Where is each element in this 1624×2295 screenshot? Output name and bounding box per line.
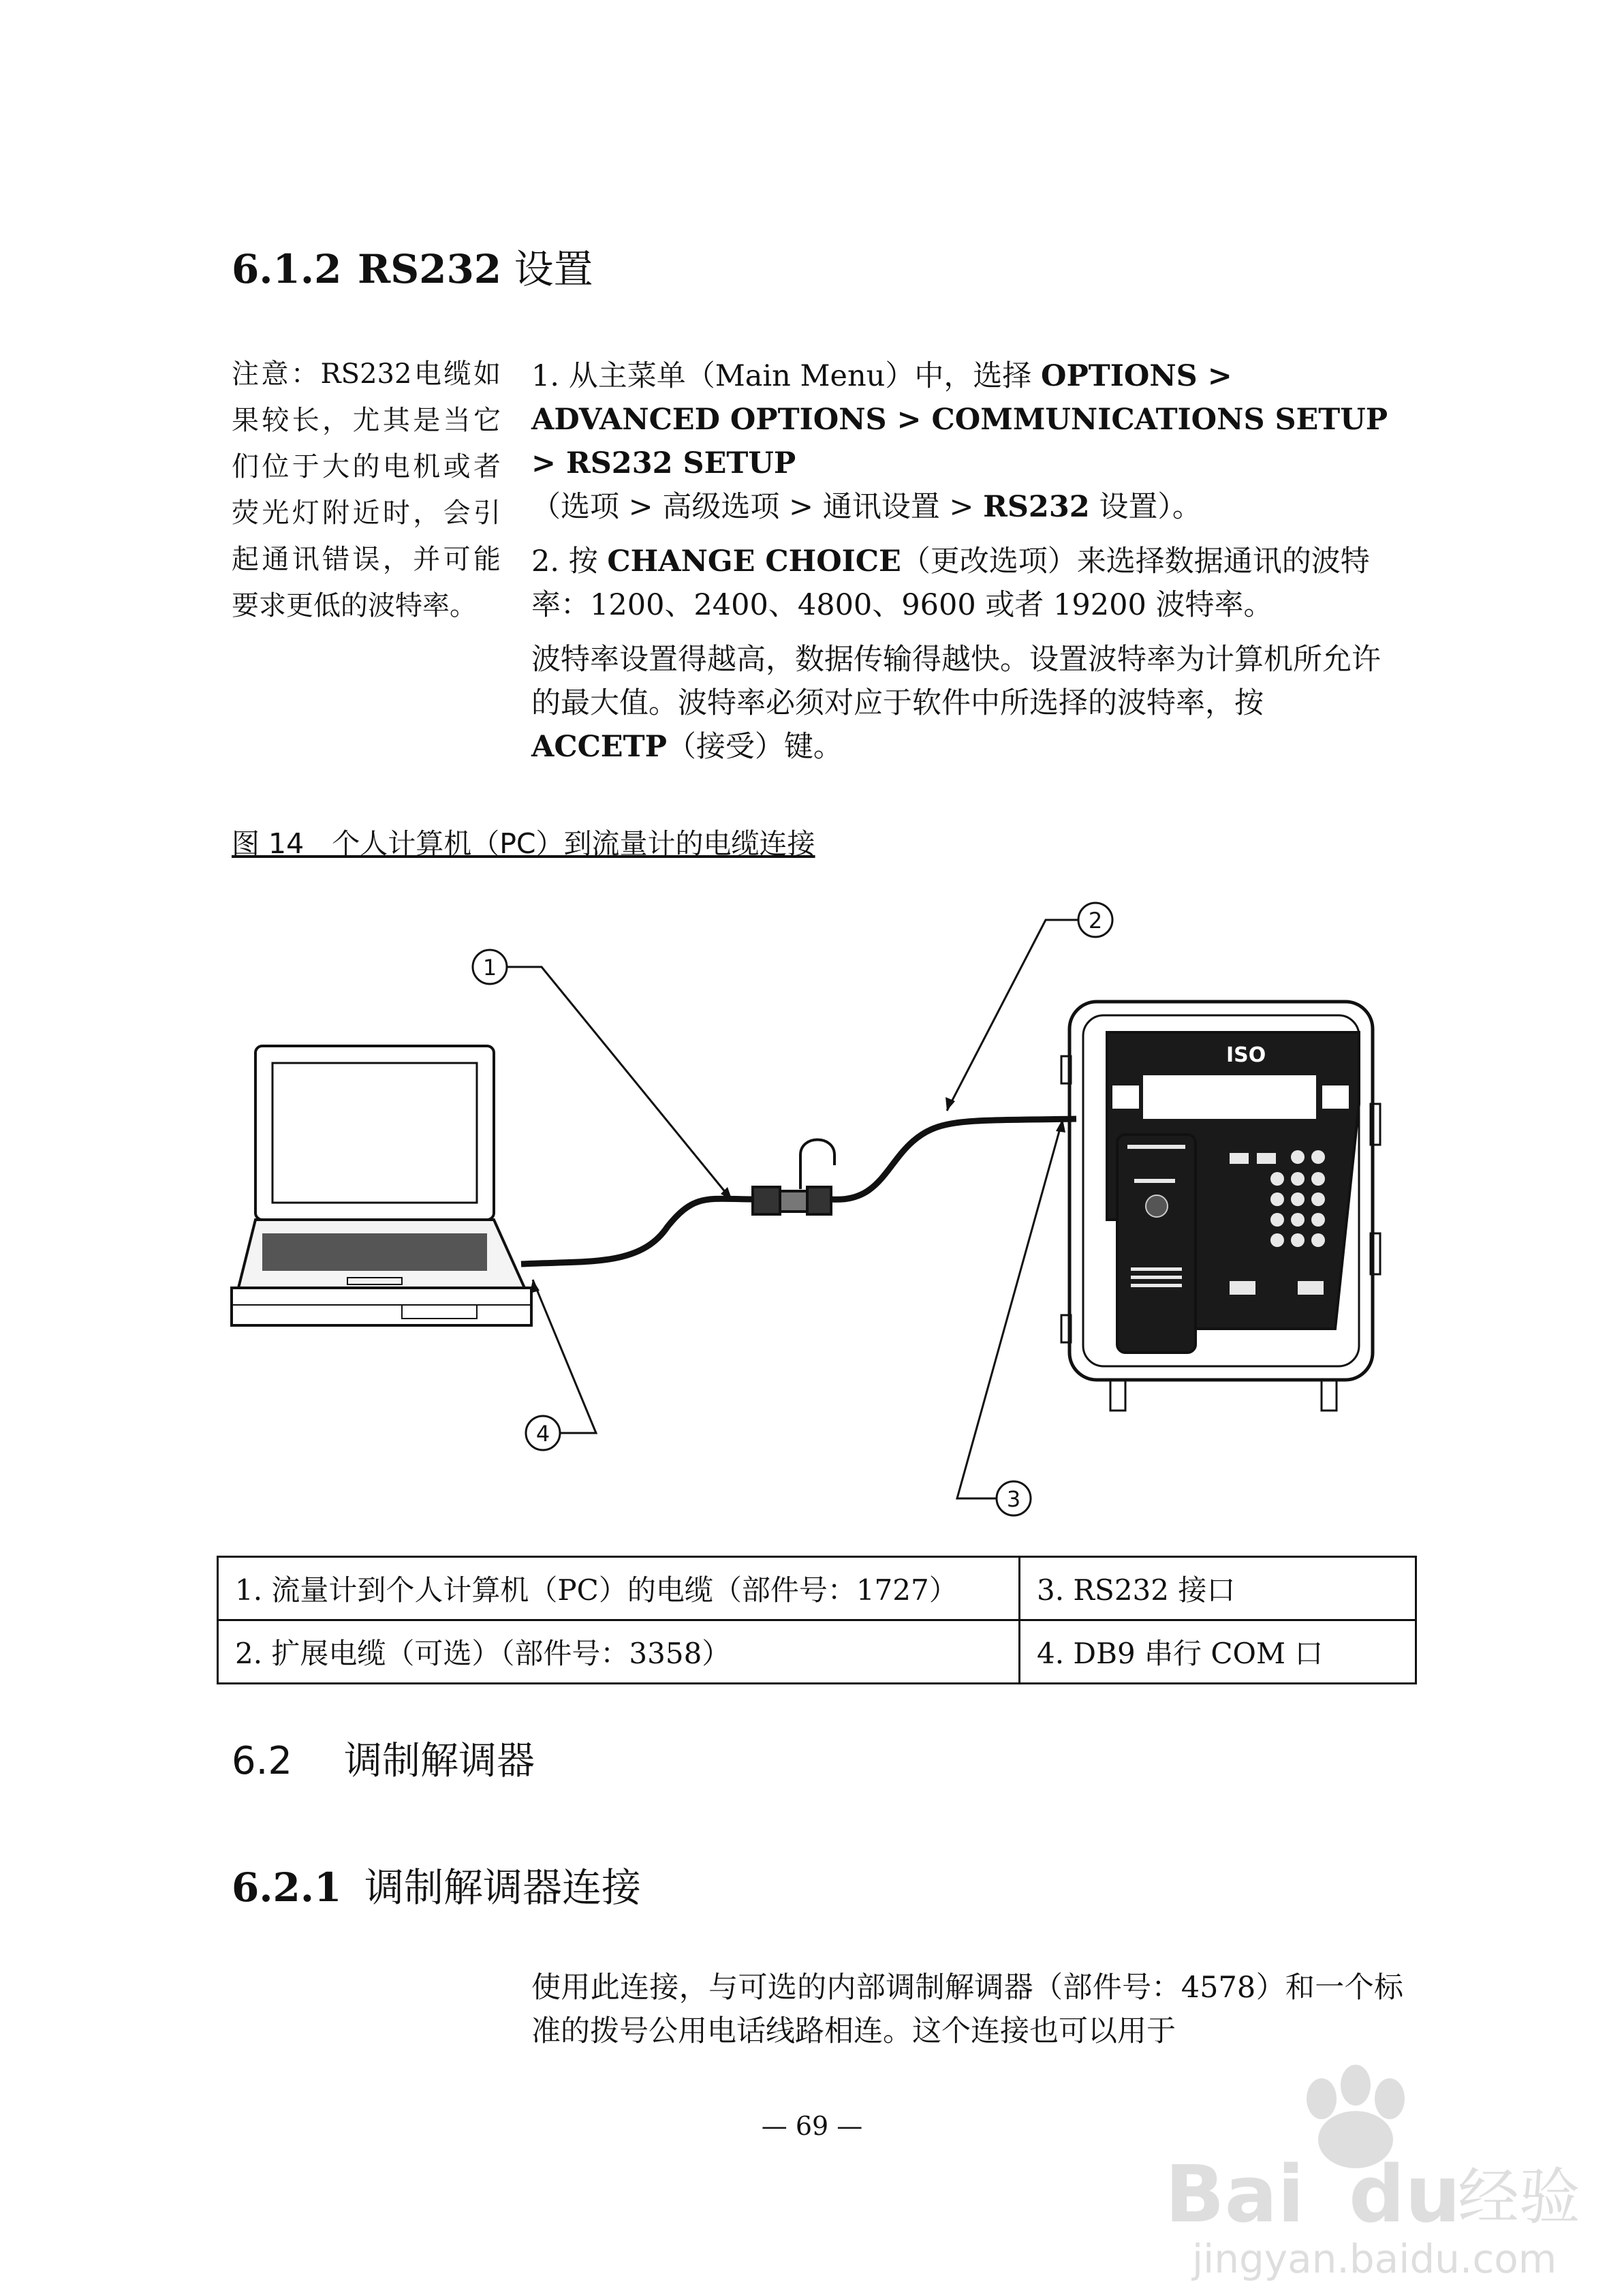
legend-item-3: 3. RS232 接口 bbox=[1020, 1557, 1416, 1620]
callout-3 bbox=[997, 1481, 1031, 1515]
laptop-illustration bbox=[232, 1046, 531, 1325]
svg-text:4: 4 bbox=[535, 1421, 550, 1447]
callout-1 bbox=[473, 950, 507, 984]
change-choice-key: CHANGE CHOICE bbox=[607, 544, 901, 579]
section-heading-6-1-2 bbox=[232, 245, 593, 293]
baidu-watermark bbox=[1151, 2051, 1614, 2283]
cable-connector bbox=[753, 1140, 834, 1215]
accept-key: ACCETP bbox=[531, 730, 667, 764]
figure-caption: 图 14 个人计算机（PC）到流量计的电缆连接 bbox=[232, 827, 815, 860]
callout-4 bbox=[526, 1416, 560, 1450]
menu-path: OPTIONS > ADVANCED OPTIONS > COMMUNICATIONS SETUP > RS232 SETUP bbox=[531, 359, 1388, 480]
svg-text:1: 1 bbox=[482, 955, 497, 981]
step-3: 波特率设置得越高，数据传输得越快。设置波特率为计算机所允许的最大值。波特率必须对应于软件中所选择的波特率，按 ACCETP（接受）键。 bbox=[531, 643, 1381, 764]
device-logo: ISO bbox=[1226, 1043, 1266, 1067]
svg-text:Bai: Bai bbox=[1165, 2149, 1305, 2240]
figure-legend-table bbox=[217, 1556, 1417, 1684]
section-heading-6-2-1 bbox=[232, 1864, 641, 1911]
instructions bbox=[531, 354, 1403, 780]
section-number: 6.2.1 bbox=[232, 1864, 342, 1911]
table-row bbox=[218, 1557, 1416, 1620]
section-title: RS232 设置 bbox=[358, 246, 593, 292]
section-heading-6-2 bbox=[232, 1738, 535, 1785]
legend-item-2: 2. 扩展电缆（可选）（部件号：3358） bbox=[218, 1620, 1020, 1684]
section-title: 调制解调器连接 bbox=[364, 1864, 642, 1911]
step-2: 2. 按 CHANGE CHOICE（更改选项）来选择数据通讯的波特率：1200、2400、4800、9600 或者 19200 波特率。 bbox=[531, 544, 1370, 622]
legend-item-4: 4. DB9 串行 COM 口 bbox=[1020, 1620, 1416, 1684]
svg-text:3: 3 bbox=[1006, 1486, 1021, 1512]
modem-connection-paragraph: 使用此连接，与可选的内部调制解调器（部件号：4578）和一个标准的拨号公用电话线路相连。这个连接也可以用于 bbox=[531, 1971, 1403, 2048]
section-number: 6.2 bbox=[232, 1739, 293, 1783]
table-row bbox=[218, 1620, 1416, 1684]
svg-text:2: 2 bbox=[1088, 908, 1103, 934]
svg-text:du: du bbox=[1349, 2149, 1461, 2240]
section-title: 调制解调器 bbox=[344, 1739, 535, 1783]
step-1: 1. 从主菜单（Main Menu）中，选择 OPTIONS > ADVANCED OPTIONS > COMMUNICATIONS SETUP > RS232 SETUP （选项 > 高级选项 > 通讯设置 > RS232 设置）。 bbox=[531, 359, 1388, 524]
page-number: — 69 — bbox=[761, 2111, 863, 2141]
svg-text:jingyan.baidu.com: jingyan.baidu.com bbox=[1192, 2236, 1557, 2282]
legend-item-1: 1. 流量计到个人计算机（PC）的电缆（部件号：1727） bbox=[218, 1557, 1020, 1620]
side-note: 注意：RS232电缆如果较长，尤其是当它们位于大的电机或者荧光灯附近时，会引起通讯错误，并可能要求更低的波特率。 bbox=[232, 358, 501, 621]
svg-text:经验: 经验 bbox=[1458, 2161, 1580, 2233]
pc-to-flowmeter-diagram bbox=[204, 879, 1431, 1547]
section-number: 6.1.2 bbox=[232, 246, 342, 292]
flowmeter-illustration bbox=[1061, 1002, 1380, 1411]
callout-2 bbox=[1078, 903, 1112, 937]
